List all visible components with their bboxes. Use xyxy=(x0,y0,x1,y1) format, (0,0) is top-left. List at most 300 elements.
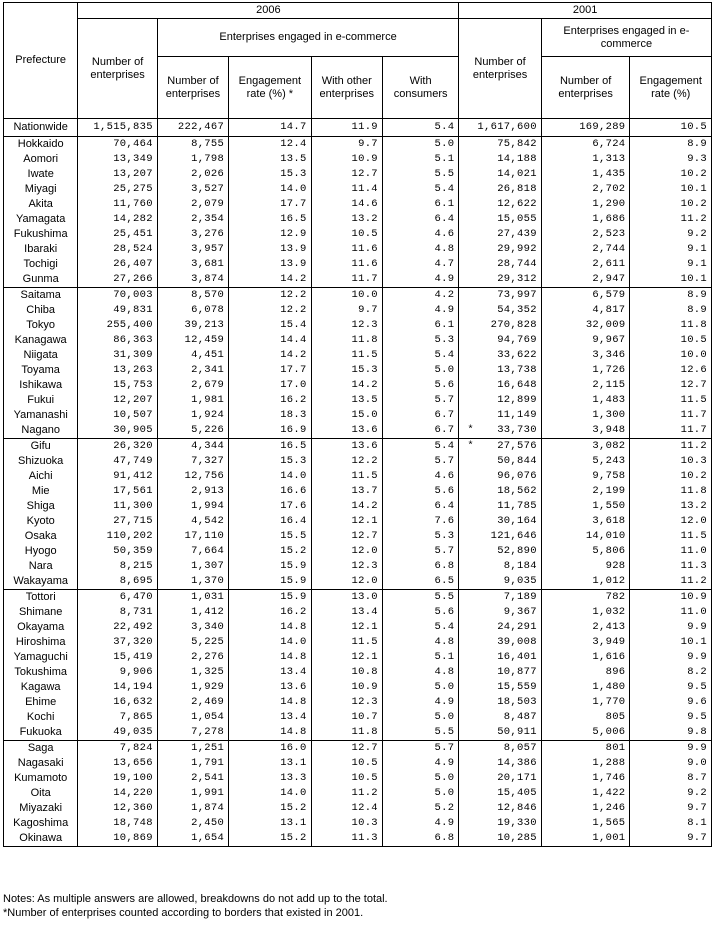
value-cell: 11.5 xyxy=(630,393,712,408)
value-cell: 15,419 xyxy=(78,650,157,665)
value-cell: 10.5 xyxy=(311,771,382,786)
value-cell: 169,289 xyxy=(541,119,630,137)
value-cell: 16.4 xyxy=(229,514,312,529)
prefecture-cell: Nagano xyxy=(4,423,78,439)
value-cell: 32,009 xyxy=(541,318,630,333)
prefecture-cell: Oita xyxy=(4,786,78,801)
value-cell: 14.0 xyxy=(229,469,312,484)
value-cell: 37,320 xyxy=(78,635,157,650)
value-cell: 9,758 xyxy=(541,469,630,484)
value-cell: 3,618 xyxy=(541,514,630,529)
value-cell: 17,561 xyxy=(78,484,157,499)
value-cell: 11.2 xyxy=(630,212,712,227)
value-cell: 28,524 xyxy=(78,242,157,257)
value-cell: 30,905 xyxy=(78,423,157,439)
prefecture-cell: Chiba xyxy=(4,303,78,318)
value-cell: 13,263 xyxy=(78,363,157,378)
value-cell: 14.7 xyxy=(229,119,312,137)
value-cell: 15,753 xyxy=(78,378,157,393)
value-cell: 6,078 xyxy=(157,303,228,318)
prefecture-cell: Toyama xyxy=(4,363,78,378)
value-cell: 14.8 xyxy=(229,725,312,741)
prefecture-cell: Okinawa xyxy=(4,831,78,847)
asterisk-mark: * xyxy=(467,424,474,436)
value-cell: 2,702 xyxy=(541,182,630,197)
value-cell: 5.7 xyxy=(382,454,458,469)
value-cell: * 33,730 xyxy=(459,423,542,439)
value-cell: 10,285 xyxy=(459,831,542,847)
prefecture-cell: Nagasaki xyxy=(4,756,78,771)
prefecture-cell: Saga xyxy=(4,741,78,757)
value-cell: 1,616 xyxy=(541,650,630,665)
value-cell: 1,791 xyxy=(157,756,228,771)
value-cell: 39,008 xyxy=(459,635,542,650)
value-cell: 5.3 xyxy=(382,529,458,544)
table-row xyxy=(4,529,712,544)
prefecture-cell: Fukuoka xyxy=(4,725,78,741)
value-cell: 14.4 xyxy=(229,333,312,348)
value-cell: 1,001 xyxy=(541,831,630,847)
header-with-consumers: With consumers xyxy=(382,57,458,119)
prefecture-cell: Akita xyxy=(4,197,78,212)
value-cell: 3,874 xyxy=(157,272,228,288)
value-cell: 18,503 xyxy=(459,695,542,710)
value-cell: 8,487 xyxy=(459,710,542,725)
value-cell: 16,401 xyxy=(459,650,542,665)
value-cell: 4,344 xyxy=(157,439,228,455)
value-cell: 27,715 xyxy=(78,514,157,529)
value-cell: 13.6 xyxy=(311,439,382,455)
value-cell: 73,997 xyxy=(459,288,542,304)
value-cell: 11.2 xyxy=(630,439,712,455)
value-cell: 1,313 xyxy=(541,152,630,167)
value-cell: 5,006 xyxy=(541,725,630,741)
value-cell: 5.7 xyxy=(382,393,458,408)
value-cell: 2,947 xyxy=(541,272,630,288)
value-cell: 12,756 xyxy=(157,469,228,484)
prefecture-cell: Hyogo xyxy=(4,544,78,559)
value-cell: 10.8 xyxy=(311,665,382,680)
value-cell: 6.7 xyxy=(382,423,458,439)
value-cell: 5.0 xyxy=(382,680,458,695)
value-cell: 10.5 xyxy=(311,227,382,242)
value-cell: 11.9 xyxy=(311,119,382,137)
value-cell: 3,340 xyxy=(157,620,228,635)
value-cell: 6.7 xyxy=(382,408,458,423)
value-cell: 11.6 xyxy=(311,242,382,257)
prefecture-cell: Gifu xyxy=(4,439,78,455)
value-cell: 91,412 xyxy=(78,469,157,484)
value-cell: 50,844 xyxy=(459,454,542,469)
value-cell: 11.7 xyxy=(311,272,382,288)
value-cell: 11.6 xyxy=(311,257,382,272)
value-cell: 270,828 xyxy=(459,318,542,333)
table-row xyxy=(4,484,712,499)
value-cell: 8.1 xyxy=(630,816,712,831)
value-cell: 12.3 xyxy=(311,695,382,710)
value-cell: 24,291 xyxy=(459,620,542,635)
value-cell: 11.8 xyxy=(630,318,712,333)
prefecture-cell: Shizuoka xyxy=(4,454,78,469)
value-cell: 5.1 xyxy=(382,152,458,167)
value-cell: 10.2 xyxy=(630,469,712,484)
value-cell: 4.6 xyxy=(382,469,458,484)
table-row xyxy=(4,786,712,801)
note-line: *Number of enterprises counted according to borders that existed in 2001. xyxy=(3,907,364,919)
value-cell: 13,349 xyxy=(78,152,157,167)
value-cell: 2,413 xyxy=(541,620,630,635)
header-num-enterprises-2006: Number of enterprises xyxy=(78,19,157,119)
value-cell: 18,748 xyxy=(78,816,157,831)
value-cell: 30,164 xyxy=(459,514,542,529)
value-cell: 5.1 xyxy=(382,650,458,665)
prefecture-cell: Hiroshima xyxy=(4,635,78,650)
prefecture-cell: Tokyo xyxy=(4,318,78,333)
value-cell: 3,949 xyxy=(541,635,630,650)
value-cell: 14.6 xyxy=(311,197,382,212)
value-cell: 9.2 xyxy=(630,786,712,801)
value-cell: 5.4 xyxy=(382,119,458,137)
value-cell: 1,288 xyxy=(541,756,630,771)
table-row xyxy=(4,363,712,378)
value-cell: 5.4 xyxy=(382,620,458,635)
value-cell: 14.0 xyxy=(229,182,312,197)
header-num-enterprises-2001: Number of enterprises xyxy=(459,19,542,119)
value-cell: 12.7 xyxy=(630,378,712,393)
table-row xyxy=(4,559,712,574)
table-row xyxy=(4,333,712,348)
value-cell: 12.3 xyxy=(311,318,382,333)
table-row xyxy=(4,242,712,257)
value-cell: 12.3 xyxy=(311,559,382,574)
prefecture-cell: Hokkaido xyxy=(4,137,78,153)
value-cell: 5.5 xyxy=(382,590,458,606)
value-cell: 1,054 xyxy=(157,710,228,725)
value-cell: 5,243 xyxy=(541,454,630,469)
prefecture-cell: Ibaraki xyxy=(4,242,78,257)
value-cell: 12.1 xyxy=(311,514,382,529)
value-cell: 13,738 xyxy=(459,363,542,378)
value-cell: 12,622 xyxy=(459,197,542,212)
value-cell: 7,278 xyxy=(157,725,228,741)
value-cell: 5,806 xyxy=(541,544,630,559)
value-cell: 8,695 xyxy=(78,574,157,590)
value-cell: 6.8 xyxy=(382,559,458,574)
value-cell: 6.4 xyxy=(382,212,458,227)
value-cell: 6.1 xyxy=(382,318,458,333)
value-cell: 11.2 xyxy=(311,786,382,801)
value-cell: 12.1 xyxy=(311,650,382,665)
value-cell: 9.7 xyxy=(311,303,382,318)
value-cell: 16.2 xyxy=(229,605,312,620)
value-cell: 13.5 xyxy=(311,393,382,408)
value-cell: 1,654 xyxy=(157,831,228,847)
value-cell: 12.0 xyxy=(630,514,712,529)
prefecture-cell: Kagoshima xyxy=(4,816,78,831)
value-cell: 12.7 xyxy=(311,741,382,757)
value-cell: 2,913 xyxy=(157,484,228,499)
value-cell: 14,282 xyxy=(78,212,157,227)
value-cell: 5.0 xyxy=(382,786,458,801)
value-cell: 8,215 xyxy=(78,559,157,574)
value-cell: 1,565 xyxy=(541,816,630,831)
prefecture-cell: Niigata xyxy=(4,348,78,363)
table-row xyxy=(4,650,712,665)
value-cell: 11.4 xyxy=(311,182,382,197)
value-cell: 1,874 xyxy=(157,801,228,816)
value-cell: 10,507 xyxy=(78,408,157,423)
value-cell: 8,184 xyxy=(459,559,542,574)
value-cell: 12,360 xyxy=(78,801,157,816)
value-cell: 16,648 xyxy=(459,378,542,393)
value-cell: 222,467 xyxy=(157,119,228,137)
value-cell: 94,769 xyxy=(459,333,542,348)
value-cell: 10.0 xyxy=(311,288,382,304)
table-row xyxy=(4,605,712,620)
value-cell: 10,877 xyxy=(459,665,542,680)
table-row xyxy=(4,680,712,695)
value-cell: 1,435 xyxy=(541,167,630,182)
value-cell: 39,213 xyxy=(157,318,228,333)
value-cell: 1,412 xyxy=(157,605,228,620)
value-cell: 13.5 xyxy=(229,152,312,167)
value-cell: 15.2 xyxy=(229,544,312,559)
value-cell: 1,246 xyxy=(541,801,630,816)
value-cell: 7,327 xyxy=(157,454,228,469)
value-cell: 1,032 xyxy=(541,605,630,620)
table-row xyxy=(4,499,712,514)
value-cell: 16.6 xyxy=(229,484,312,499)
value-cell: 5,225 xyxy=(157,635,228,650)
value-cell: 16,632 xyxy=(78,695,157,710)
value-cell: 4.7 xyxy=(382,257,458,272)
value-cell: 1,686 xyxy=(541,212,630,227)
value-cell: 1,726 xyxy=(541,363,630,378)
value-cell: 9,967 xyxy=(541,333,630,348)
value-cell: 9.2 xyxy=(630,227,712,242)
value-cell: 13.4 xyxy=(311,605,382,620)
value-cell: 15.9 xyxy=(229,559,312,574)
value-cell: 3,082 xyxy=(541,439,630,455)
value-cell: 17.7 xyxy=(229,197,312,212)
value-cell: 5.3 xyxy=(382,333,458,348)
value-cell: 17.0 xyxy=(229,378,312,393)
value-cell: 8,057 xyxy=(459,741,542,757)
value-cell: 9.3 xyxy=(630,152,712,167)
value-cell: 1,798 xyxy=(157,152,228,167)
value-cell: 49,831 xyxy=(78,303,157,318)
value-cell: 10.5 xyxy=(311,756,382,771)
prefecture-cell: Aomori xyxy=(4,152,78,167)
value-cell: 16.9 xyxy=(229,423,312,439)
value-cell: 19,100 xyxy=(78,771,157,786)
value-cell: 2,469 xyxy=(157,695,228,710)
value-cell: 10.9 xyxy=(311,680,382,695)
value-cell: 16.5 xyxy=(229,212,312,227)
table-row xyxy=(4,137,712,153)
value-cell: 9,906 xyxy=(78,665,157,680)
value-cell: 18,562 xyxy=(459,484,542,499)
value-cell: 1,770 xyxy=(541,695,630,710)
prefecture-cell: Yamaguchi xyxy=(4,650,78,665)
prefecture-cell: Nationwide xyxy=(4,119,78,137)
value-cell: 3,527 xyxy=(157,182,228,197)
prefecture-cell: Kanagawa xyxy=(4,333,78,348)
prefecture-cell: Shiga xyxy=(4,499,78,514)
notes xyxy=(3,892,388,920)
value-cell: 11.5 xyxy=(311,348,382,363)
value-cell: 896 xyxy=(541,665,630,680)
table-row xyxy=(4,454,712,469)
value-cell: 1,325 xyxy=(157,665,228,680)
value-cell: 7.6 xyxy=(382,514,458,529)
value-cell: 4.8 xyxy=(382,635,458,650)
value-cell: 9.8 xyxy=(630,725,712,741)
value-cell: 1,981 xyxy=(157,393,228,408)
value-cell: 121,646 xyxy=(459,529,542,544)
value-cell: 10.9 xyxy=(311,152,382,167)
value-cell: 5.0 xyxy=(382,710,458,725)
value-cell: 5.4 xyxy=(382,348,458,363)
value-cell: 15,559 xyxy=(459,680,542,695)
prefecture-cell: Ishikawa xyxy=(4,378,78,393)
table-row xyxy=(4,635,712,650)
value-cell: 9.9 xyxy=(630,741,712,757)
value-cell: 10.3 xyxy=(311,816,382,831)
value-cell: 7,824 xyxy=(78,741,157,757)
table-row xyxy=(4,771,712,786)
table-row xyxy=(4,408,712,423)
value-cell: 2,079 xyxy=(157,197,228,212)
value-cell: 1,422 xyxy=(541,786,630,801)
value-cell: 255,400 xyxy=(78,318,157,333)
value-cell: 17,110 xyxy=(157,529,228,544)
value-cell: 10.1 xyxy=(630,272,712,288)
value-cell: 17.6 xyxy=(229,499,312,514)
value-cell: 14.0 xyxy=(229,635,312,650)
value-cell: 11,785 xyxy=(459,499,542,514)
value-cell: 4.6 xyxy=(382,227,458,242)
value-cell: 12.6 xyxy=(630,363,712,378)
table-row xyxy=(4,152,712,167)
value-cell: 2,450 xyxy=(157,816,228,831)
table-row xyxy=(4,439,712,455)
table-row xyxy=(4,303,712,318)
ecommerce-table xyxy=(3,2,712,847)
value-cell: 8.2 xyxy=(630,665,712,680)
value-cell: 3,681 xyxy=(157,257,228,272)
value-cell: 1,929 xyxy=(157,680,228,695)
value-cell: 14,010 xyxy=(541,529,630,544)
value-cell: 14,220 xyxy=(78,786,157,801)
value-cell: 49,035 xyxy=(78,725,157,741)
prefecture-cell: Gunma xyxy=(4,272,78,288)
header-year-2001: 2001 xyxy=(459,3,712,19)
value-cell: 801 xyxy=(541,741,630,757)
header-with-other: With other enterprises xyxy=(311,57,382,119)
value-cell: 10.7 xyxy=(311,710,382,725)
value-cell: 4,542 xyxy=(157,514,228,529)
value-cell: 10.5 xyxy=(630,119,712,137)
value-cell: 12.7 xyxy=(311,529,382,544)
value-cell: 4,817 xyxy=(541,303,630,318)
value-cell: 8,570 xyxy=(157,288,228,304)
value-cell: 5.6 xyxy=(382,484,458,499)
value-cell: 13.2 xyxy=(630,499,712,514)
note-line: Notes: As multiple answers are allowed, breakdowns do not add up to the total. xyxy=(3,893,388,905)
value-cell: 5.0 xyxy=(382,137,458,153)
table-row xyxy=(4,831,712,847)
value-cell: 9.0 xyxy=(630,756,712,771)
value-cell: 110,202 xyxy=(78,529,157,544)
value-cell: 11.7 xyxy=(630,408,712,423)
value-cell: 1,300 xyxy=(541,408,630,423)
value-cell: 12.2 xyxy=(229,288,312,304)
value-cell: 1,994 xyxy=(157,499,228,514)
value-cell: 27,266 xyxy=(78,272,157,288)
value-cell: 15.9 xyxy=(229,574,312,590)
value-cell: 2,354 xyxy=(157,212,228,227)
prefecture-cell: Fukui xyxy=(4,393,78,408)
prefecture-cell: Tottori xyxy=(4,590,78,606)
prefecture-cell: Shimane xyxy=(4,605,78,620)
value-cell: 14,021 xyxy=(459,167,542,182)
value-cell: 12.7 xyxy=(311,167,382,182)
value-cell: 15.0 xyxy=(311,408,382,423)
value-cell: 9.5 xyxy=(630,710,712,725)
value-cell: 4.9 xyxy=(382,303,458,318)
value-cell: 13.6 xyxy=(229,680,312,695)
value-cell: 1,617,600 xyxy=(459,119,542,137)
value-cell: 15.2 xyxy=(229,801,312,816)
value-cell: 12.0 xyxy=(311,544,382,559)
value-cell: 9.1 xyxy=(630,242,712,257)
value-cell: 13.9 xyxy=(229,257,312,272)
prefecture-cell: Yamagata xyxy=(4,212,78,227)
value-cell: 6.4 xyxy=(382,499,458,514)
value-cell: 11.3 xyxy=(311,831,382,847)
value-cell: 2,611 xyxy=(541,257,630,272)
value-cell: 27,439 xyxy=(459,227,542,242)
value-cell: 7,189 xyxy=(459,590,542,606)
value-cell: 1,480 xyxy=(541,680,630,695)
value-cell: 14.8 xyxy=(229,695,312,710)
table-row xyxy=(4,212,712,227)
value-cell: 782 xyxy=(541,590,630,606)
value-cell: 1,924 xyxy=(157,408,228,423)
value-cell: 14.2 xyxy=(229,348,312,363)
value-cell: 5.7 xyxy=(382,544,458,559)
value-cell: 54,352 xyxy=(459,303,542,318)
value-cell: 10.0 xyxy=(630,348,712,363)
prefecture-cell: Nara xyxy=(4,559,78,574)
value-cell: 86,363 xyxy=(78,333,157,348)
value-cell: 12.0 xyxy=(311,574,382,590)
value-cell: 1,550 xyxy=(541,499,630,514)
value-cell: 2,523 xyxy=(541,227,630,242)
prefecture-cell: Miyazaki xyxy=(4,801,78,816)
value-cell: 12.9 xyxy=(229,227,312,242)
value-cell: 12.4 xyxy=(311,801,382,816)
value-cell: 5.2 xyxy=(382,801,458,816)
value-cell: 17.7 xyxy=(229,363,312,378)
value-cell: 2,341 xyxy=(157,363,228,378)
value-cell: 2,199 xyxy=(541,484,630,499)
header-engaged-number-2006: Number of enterprises xyxy=(157,57,228,119)
value-cell: 52,890 xyxy=(459,544,542,559)
value-cell: 1,307 xyxy=(157,559,228,574)
value-cell: 5.7 xyxy=(382,741,458,757)
